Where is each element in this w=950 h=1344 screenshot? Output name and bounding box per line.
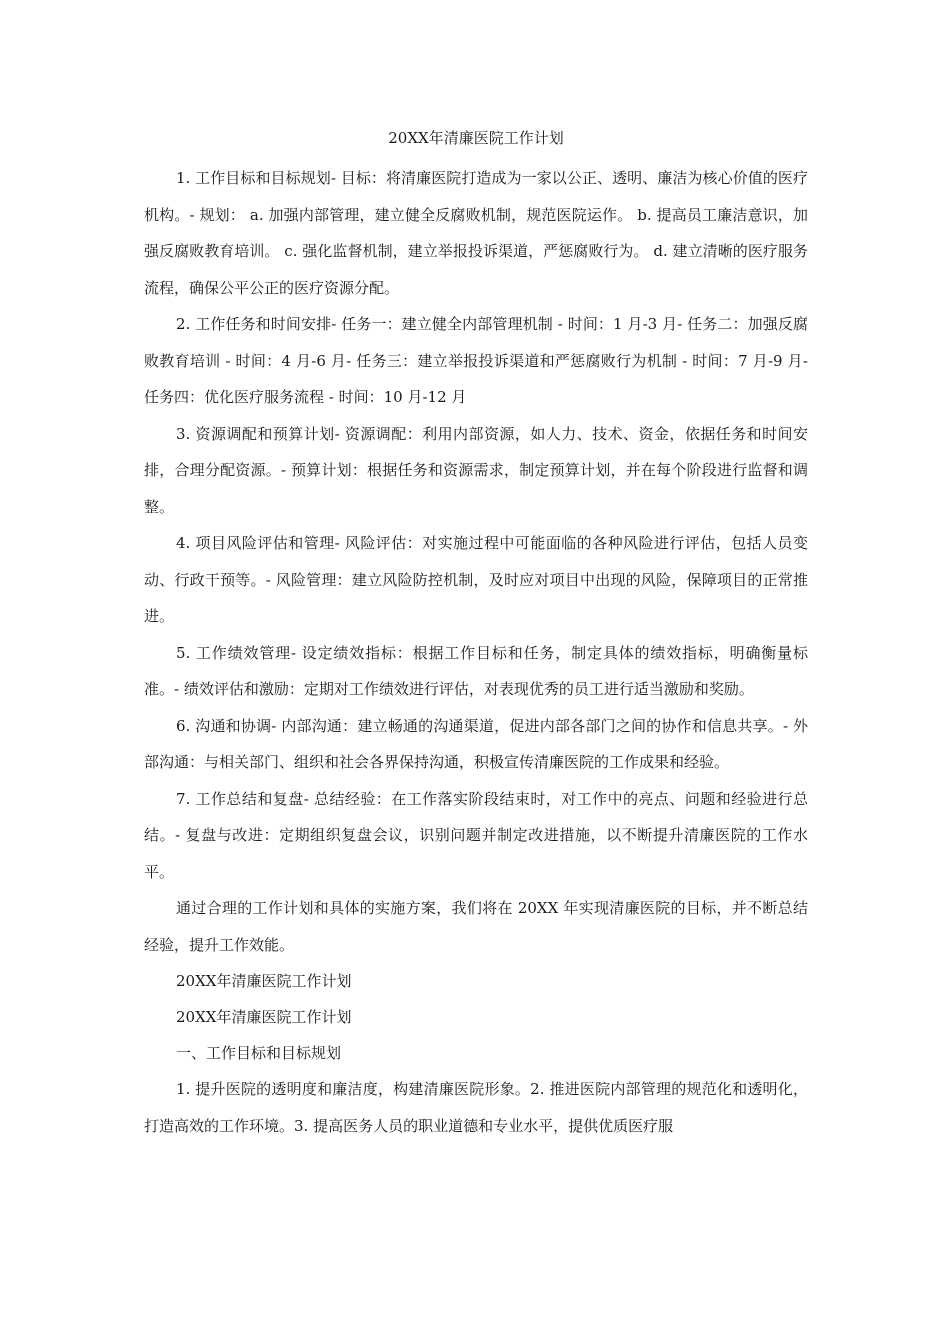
- paragraph-risk-management: 4. 项目风险评估和管理- 风险评估：对实施过程中可能面临的各种风险进行评估，包括人员变动、行政干预等。- 风险管理：建立风险防控机制，及时应对项目中出现的风险，保障项目的正常推进。: [144, 534, 808, 625]
- paragraph-goals-list: 1. 提升医院的透明度和廉洁度，构建清廉医院形象。2. 推进医院内部管理的规范化和透明化，打造高效的工作环境。3. 提高医务人员的职业道德和专业水平，提供优质医疗服: [144, 1080, 808, 1135]
- paragraph-conclusion: 通过合理的工作计划和具体的实施方案，我们将在 20XX 年实现清廉医院的目标，并不断总结经验，提升工作效能。: [144, 899, 808, 954]
- paragraph-communication: 6. 沟通和协调- 内部沟通：建立畅通的沟通渠道，促进内部各部门之间的协作和信息共享。- 外部沟通：与相关部门、组织和社会各界保持沟通，积极宣传清廉医院的工作成果和经验。: [144, 716, 808, 771]
- repeat-title-1: 20XX年清廉医院工作计划: [176, 972, 352, 990]
- paragraph-resources-budget: 3. 资源调配和预算计划- 资源调配：利用内部资源，如人力、技术、资金，依据任务和时间安排，合理分配资源。- 预算计划：根据任务和资源需求，制定预算计划，并在每个阶段进行监督和调整。: [144, 424, 808, 516]
- paragraph-work-goals: 1. 工作目标和目标规划- 目标：将清廉医院打造成为一家以公正、透明、廉洁为核心价值的医疗机构。- 规划： a. 加强内部管理，建立健全反腐败机制，规范医院运作。 b. 提高员工廉洁意识，加强反腐败教育培训。 c. 强化监督机制，建立举报投诉渠道，严惩腐败行为。 d. 建立清晰的医疗服务流程，确保公平公正的医疗资源分配。: [144, 169, 808, 297]
- document-body: [144, 124, 808, 1144]
- document-title: 20XX年清廉医院工作计划: [388, 129, 564, 147]
- paragraph-performance: 5. 工作绩效管理- 设定绩效指标：根据工作目标和任务，制定具体的绩效指标，明确衡量标准。- 绩效评估和激励：定期对工作绩效进行评估，对表现优秀的员工进行适当激励和奖励。: [144, 643, 808, 698]
- section-heading: 一、工作目标和目标规划: [176, 1044, 342, 1062]
- paragraph-summary-review: 7. 工作总结和复盘- 总结经验：在工作落实阶段结束时，对工作中的亮点、问题和经验进行总结。- 复盘与改进：定期组织复盘会议，识别问题并制定改进措施，以不断提升清廉医院的工作水平。: [144, 789, 808, 881]
- repeat-title-2: 20XX年清廉医院工作计划: [176, 1008, 352, 1026]
- paragraph-tasks-schedule: 2. 工作任务和时间安排- 任务一：建立健全内部管理机制 - 时间：1 月-3 月- 任务二：加强反腐败教育培训 - 时间：4 月-6 月- 任务三：建立举报投诉渠道和严惩腐败行为机制 - 时间：7 月-9 月- 任务四：优化医疗服务流程 - 时间：10 月-12 月: [144, 315, 808, 406]
